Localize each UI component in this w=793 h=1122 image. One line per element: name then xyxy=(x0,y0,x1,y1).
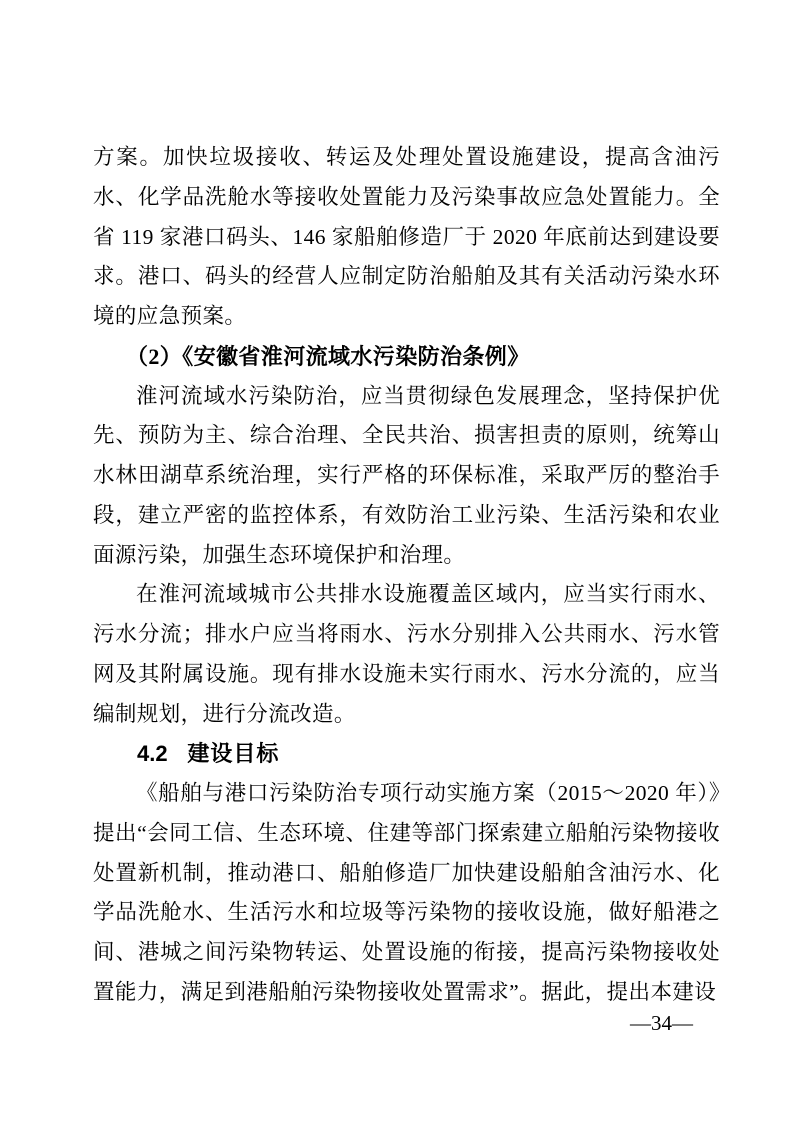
body-paragraph: 淮河流域水污染防治，应当贯彻绿色发展理念，坚持保护优先、预防为主、综合治理、全民共治、损害担责的原则，统筹山水林田湖草系统治理，实行严格的环保标准，采取严厉的整治手段，建立严密的监控体系，有效防治工业污染、生活污染和农业面源污染，加强生态环境保护和治理。 xyxy=(93,383,720,567)
body-paragraph-continuation: 方案。加快垃圾接收、转运及处理处置设施建设，提高含油污水、化学品洗舱水等接收处置能力及污染事故应急处置能力。全省 119 家港口码头、146 家船舶修造厂于 2020 年底前达到建设要求。港口、码头的经营人应制定防治船舶及其有关活动污染水环境的应急预案。 xyxy=(93,145,720,328)
page-number: —34— xyxy=(630,1011,693,1035)
body-paragraph: 《船舶与港口污染防治专项行动实施方案（2015～2020 年）》提出“会同工信、生态环境、住建等部门探索建立船舶污染物接收处置新机制，推动港口、船舶修造厂加快建设船舶含油污水、化学品洗舱水、生活污水和垃圾等污染物的接收设施，做好船港之间、港城之间污染物转运、处置设施的衔接，提高污染物接收处置能力，满足到港船舶污染物接收处置需求”。据此，提出本建设 xyxy=(93,781,720,1004)
section-heading-number: 4.2 xyxy=(137,741,168,767)
subsection-heading: （2）《安徽省淮河流域水污染防治条例》 xyxy=(126,343,530,369)
section-heading-title: 建设目标 xyxy=(187,741,280,767)
body-paragraph: 在淮河流域城市公共排水设施覆盖区域内，应当实行雨水、污水分流；排水户应当将雨水、污水分别排入公共雨水、污水管网及其附属设施。现有排水设施未实行雨水、污水分流的，应当编制规划，进行分流改造。 xyxy=(93,582,720,726)
section-heading xyxy=(93,734,720,774)
document-body xyxy=(93,138,720,1013)
